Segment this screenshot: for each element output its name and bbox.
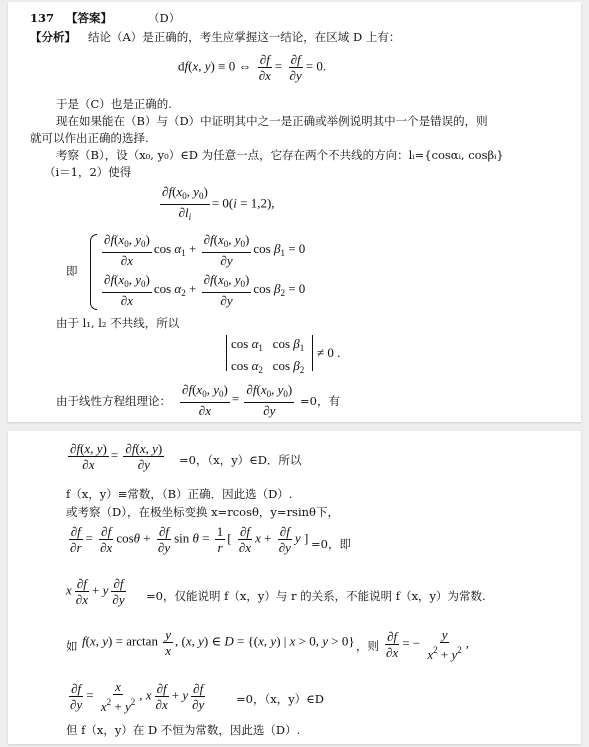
equation-example: f(x, y) = arctan $\frac{y}{x}$ , (x, y) ∈ D = {(x, y) | x > 0, y > 0} — [82, 627, 355, 658]
line-polar-tail: =0，即 — [311, 537, 351, 551]
line-sum-tail: =0，（x，y）∈D — [236, 692, 324, 706]
line-euler-tail: =0，仅能说明 f（x，y）与 r 的关系，不能说明 f（x，y）为常数. — [146, 589, 486, 603]
line-example-mid: ，则 — [356, 639, 379, 653]
line-example-lead: 如 — [66, 639, 78, 653]
solution-panel-bottom — [8, 431, 581, 744]
equation-directional-derivative: $\frac{\partial f(x_0, y_0)}{\partial l_i}$ = 0(i = 1,2), — [162, 184, 275, 222]
line-c-correct: 于是（C）也是正确的. — [56, 97, 172, 111]
line-linear-theory: 由于线性方程组理论： — [56, 394, 171, 408]
equation-polar: $\frac{\partial f}{\partial r}$ = $\frac{\partial f}{\partial x}$ cosθ + $\frac{\partial f}{\partial y}$ sin θ = $\frac{1}{r}$ [ $\frac{\partial f}{\partial x}$ x + $\frac{\partial f}{\partial y}$ y ] — [70, 524, 309, 555]
det-bar-left — [226, 335, 227, 371]
line-final-conclusion: 但 f（x，y）在 D 不恒为常数，因此选（D）. — [66, 723, 301, 737]
line-examine-b-1: 考察（B），设（x₀, y₀）∈D 为任意一点，它存在两个不共线的方向：lᵢ={cosαᵢ, cosβᵢ} — [56, 148, 504, 162]
analysis-tag: 【分析】 — [30, 30, 76, 44]
equation-partials-equal-2: $\frac{\partial f(x, y)}{\partial x}$ = $\frac{\partial f(x, y)}{\partial y}$ — [70, 441, 163, 472]
determinant-nonzero: ≠ 0 . — [317, 345, 341, 360]
system-row-2: $\frac{\partial f(x_0, y_0)}{\partial x}$ $\cos \alpha_2$ + $\frac{\partial f(x_0, y_0)}{\partial y}$ $\cos \beta_2 = 0$ — [104, 272, 306, 308]
det-bar-right — [312, 335, 313, 371]
line-not-collinear: 由于 l₁, l₂ 不共线，所以 — [56, 316, 180, 330]
answer-tag: 【答案】 — [66, 11, 112, 25]
line-now-1: 现在如果能在（B）与（D）中证明其中之一是正确或举例说明其中一个是错误的，则 — [56, 114, 488, 128]
solution-panel-top — [8, 2, 581, 422]
analysis-intro: 结论（A）是正确的，考生应掌握这一结论，在区域 D 上有： — [88, 30, 401, 44]
problem-number: 137 — [30, 11, 55, 25]
line-partials-tail: =0，（x，y）∈D．所以 — [179, 453, 302, 467]
equation-df-zero: df(x, y) ≡ 0 ⇔ $\frac{\partial f}{\partial x}$ = $\frac{\partial f}{\partial y}$ = 0. — [178, 52, 327, 83]
equation-fx: $\frac{\partial f}{\partial x}$ = − $\frac{y}{x^2 + y^2}$ , — [386, 627, 470, 662]
system-brace — [90, 234, 97, 310]
line-linear-theory-tail: =0，有 — [300, 394, 340, 408]
line-now-2: 就可以作出正确的选择. — [30, 131, 149, 145]
determinant-matrix: $\cos \alpha_1$ $\cos \beta_1$ $\cos \alpha_2$ $\cos \beta_2$ — [231, 336, 305, 375]
answer-value: （D） — [148, 11, 181, 25]
ji-label: 即 — [66, 264, 78, 278]
line-constant: f（x，y）≡常数，（B）正确．因此选（D）. — [66, 487, 293, 501]
system-row-1: $\frac{\partial f(x_0, y_0)}{\partial x}$ $\cos \alpha_1$ + $\frac{\partial f(x_0, y_0)}{\partial y}$ $\cos \beta_1 = 0$ — [104, 232, 306, 268]
equation-partials-equal-1: $\frac{\partial f(x_0, y_0)}{\partial x}$ = $\frac{\partial f(x_0, y_0)}{\partial y}$ — [182, 382, 293, 418]
equation-fy-and-sum: $\frac{\partial f}{\partial y}$ = $\frac{x}{x^2 + y^2}$ , x $\frac{\partial f}{\partial x}$ + y $\frac{\partial f}{\partial y}$ — [70, 679, 205, 714]
equation-euler: x $\frac{\partial f}{\partial x}$ + y $\frac{\partial f}{\partial y}$ — [66, 576, 125, 607]
line-examine-b-2: （i＝1，2）使得 — [44, 165, 132, 179]
line-examine-d: 或考察（D），在极坐标变换 x=rcosθ，y=rsinθ下， — [66, 505, 339, 519]
